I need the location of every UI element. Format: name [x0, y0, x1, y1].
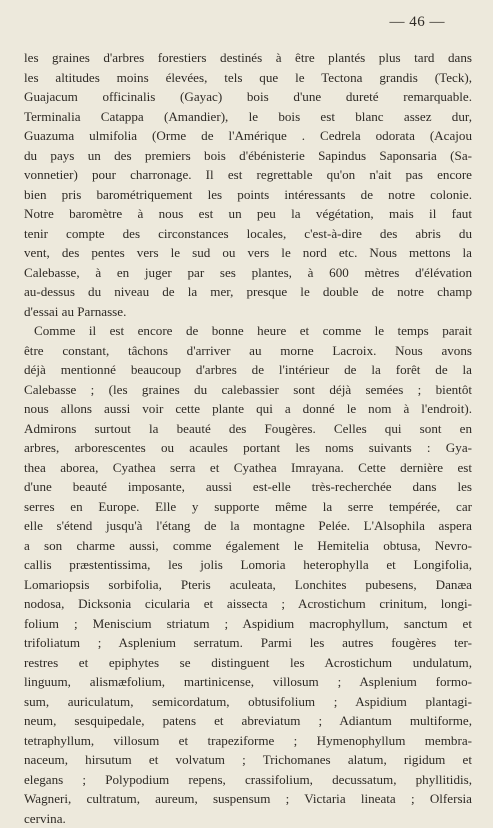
body-text — [24, 48, 472, 828]
paragraph-2 — [24, 321, 472, 828]
text-line: vonnetier) pour charronage. Il est regrettable qu'on n'ait pas encore — [24, 165, 472, 185]
text-line: bien pris barométriquement les points intéressants de notre colonie. — [24, 185, 472, 205]
text-line: au-dessus du niveau de la mer, presque le double de notre champ — [24, 282, 472, 302]
text-line: d'essai au Parnasse. — [24, 302, 472, 322]
text-line: elle s'étend jusqu'à l'étang de la montagne Pelée. L'Alsophila aspera — [24, 516, 472, 536]
text-line: vent, des pentes vers le sud ou vers le nord etc. Nous mettons la — [24, 243, 472, 263]
text-line: Calebasse ; (les graines du calebassier sont déjà semées ; bientôt — [24, 380, 472, 400]
text-line: Wagneri, cultratum, aureum, suspensum ; Victaria lineata ; Olfersia — [24, 789, 472, 809]
text-line: Notre baromètre à nous est un peu la végétation, mais il faut — [24, 204, 472, 224]
text-line: callis præstentissima, les jolis Lomoria heterophylla et Longifolia, — [24, 555, 472, 575]
text-line: Admirons surtout la beauté des Fougères. Celles qui sont en — [24, 419, 472, 439]
text-line: a son charme aussi, comme également le Hemitelia obtusa, Nevro- — [24, 536, 472, 556]
text-line: trifoliatum ; Asplenium serratum. Parmi les autres fougères ter- — [24, 633, 472, 653]
text-line: tenir compte des circonstances locales, c'est-à-dire des abris du — [24, 224, 472, 244]
paragraph-1 — [24, 48, 472, 321]
page-number: — 46 — — [390, 14, 446, 31]
text-line: neum, sesquipedale, patens et abreviatum ; Adiantum multiforme, — [24, 711, 472, 731]
text-line: nous allons aussi voir cette plante qui a donné le nom à l'endroit). — [24, 399, 472, 419]
text-line: serres en Europe. Elle y supporte même la serre tempérée, car — [24, 497, 472, 517]
text-line: Calebasse, à en juger par ses plantes, à 600 mètres d'élévation — [24, 263, 472, 283]
text-line: Guajacum officinalis (Gayac) bois d'une dureté remarquable. — [24, 87, 472, 107]
text-line: Terminalia Catappa (Amandier), le bois est blanc assez dur, — [24, 107, 472, 127]
text-line: restres et epiphytes se distinguent les Acrostichum undulatum, — [24, 653, 472, 673]
text-line: du pays un des premiers bois d'ébénisterie Sapindus Saponsaria (Sa- — [24, 146, 472, 166]
text-line: Lomariopsis sorbifolia, Pteris aculeata, Lonchites pubesens, Danæa — [24, 575, 472, 595]
text-line: les altitudes moins élevées, tels que le Tectona grandis (Teck), — [24, 68, 472, 88]
text-line: naceum, hirsutum et volvatum ; Trichomanes alatum, rigidum et — [24, 750, 472, 770]
text-line: déjà mentionné beaucoup d'arbres de l'intérieur de la forêt de la — [24, 360, 472, 380]
text-line: d'une beauté imposante, aussi est-elle très-recherchée dans les — [24, 477, 472, 497]
text-line: arbres, arborescentes ou acaules portant les noms suivants : Gya- — [24, 438, 472, 458]
text-line: nodosa, Dicksonia cicularia et aissecta ; Acrostichum crinitum, longi- — [24, 594, 472, 614]
text-line: folium ; Meniscium striatum ; Aspidium macrophyllum, sanctum et — [24, 614, 472, 634]
text-line: linguum, alismæfolium, martinicense, villosum ; Asplenium formo- — [24, 672, 472, 692]
text-line: Comme il est encore de bonne heure et comme le temps parait — [24, 321, 472, 341]
text-line: les graines d'arbres forestiers destinés à être plantés plus tard dans — [24, 48, 472, 68]
text-line: tetraphyllum, villosum et trapeziforme ; Hymenophyllum membra- — [24, 731, 472, 751]
text-line: thea aborea, Cyathea serra et Cyathea Imrayana. Cette dernière est — [24, 458, 472, 478]
text-line: Guazuma ulmifolia (Orme de l'Amérique . Cedrela odorata (Acajou — [24, 126, 472, 146]
text-line: sum, auriculatum, semicordatum, obtusifolium ; Aspidium plantagi- — [24, 692, 472, 712]
text-line: être constant, tâchons d'arriver au morne Lacroix. Nous avons — [24, 341, 472, 361]
text-line: cervina. — [24, 809, 472, 828]
text-line: elegans ; Polypodium repens, crassifolium, decussatum, phyllitidis, — [24, 770, 472, 790]
